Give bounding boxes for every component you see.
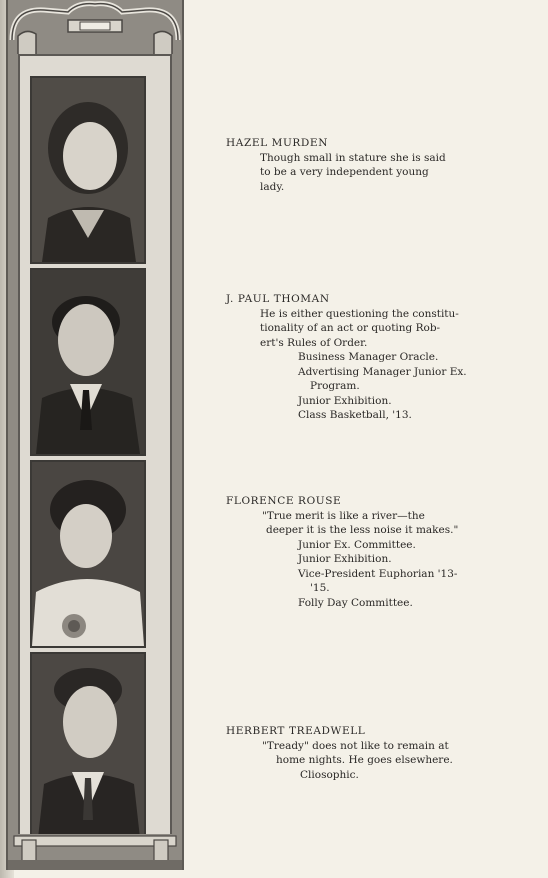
entry-herbert-treadwell xyxy=(226,724,478,782)
activity-item: '15. xyxy=(310,582,330,594)
student-name: HAZEL MURDEN xyxy=(226,137,328,149)
activity-item: Vice-President Euphorian '13- xyxy=(298,567,458,580)
activity-item: Class Basketball, '13. xyxy=(298,409,412,421)
activity-item: Cliosophic. xyxy=(300,768,359,781)
portrait-photo xyxy=(30,76,146,264)
student-name: FLORENCE ROUSE xyxy=(226,495,342,507)
activity-item: Advertising Manager Junior Ex. xyxy=(298,365,467,378)
ornament-top xyxy=(8,0,182,56)
activity-list xyxy=(298,350,480,423)
activity-item: Program. xyxy=(310,380,360,392)
activity-item: Junior Exhibition. xyxy=(298,394,392,407)
activity-item: Folly Day Committee. xyxy=(298,596,413,609)
portrait-photo xyxy=(30,460,146,648)
student-description: "True merit is like a river—the deeper it is the less noise it makes." xyxy=(262,509,459,536)
portrait-photo xyxy=(30,652,146,840)
activity-item: Junior Ex. Committee. xyxy=(298,538,416,551)
student-name: J. PAUL THOMAN xyxy=(226,293,330,305)
activity-list xyxy=(300,768,478,783)
activity-item: Business Manager Oracle. xyxy=(298,351,439,363)
student-description: He is either questioning the constitu- tionality of an act or quoting Rob- ert's Rules of Order. xyxy=(260,307,459,349)
decorative-border xyxy=(6,0,184,870)
activity-item: Junior Exhibition. xyxy=(298,553,392,565)
student-name: HERBERT TREADWELL xyxy=(226,725,366,737)
student-description: Though small in stature she is said to be a very independent young lady. xyxy=(260,151,446,193)
entry-florence-rouse xyxy=(226,494,484,610)
entry-j-paul-thoman xyxy=(226,292,480,423)
student-description: "Tready" does not like to remain at home nights. He goes elsewhere. xyxy=(262,739,453,766)
entry-hazel-murden xyxy=(226,136,480,194)
ornament-bottom xyxy=(8,834,182,870)
activity-list xyxy=(298,538,484,611)
portrait-photo xyxy=(30,268,146,456)
